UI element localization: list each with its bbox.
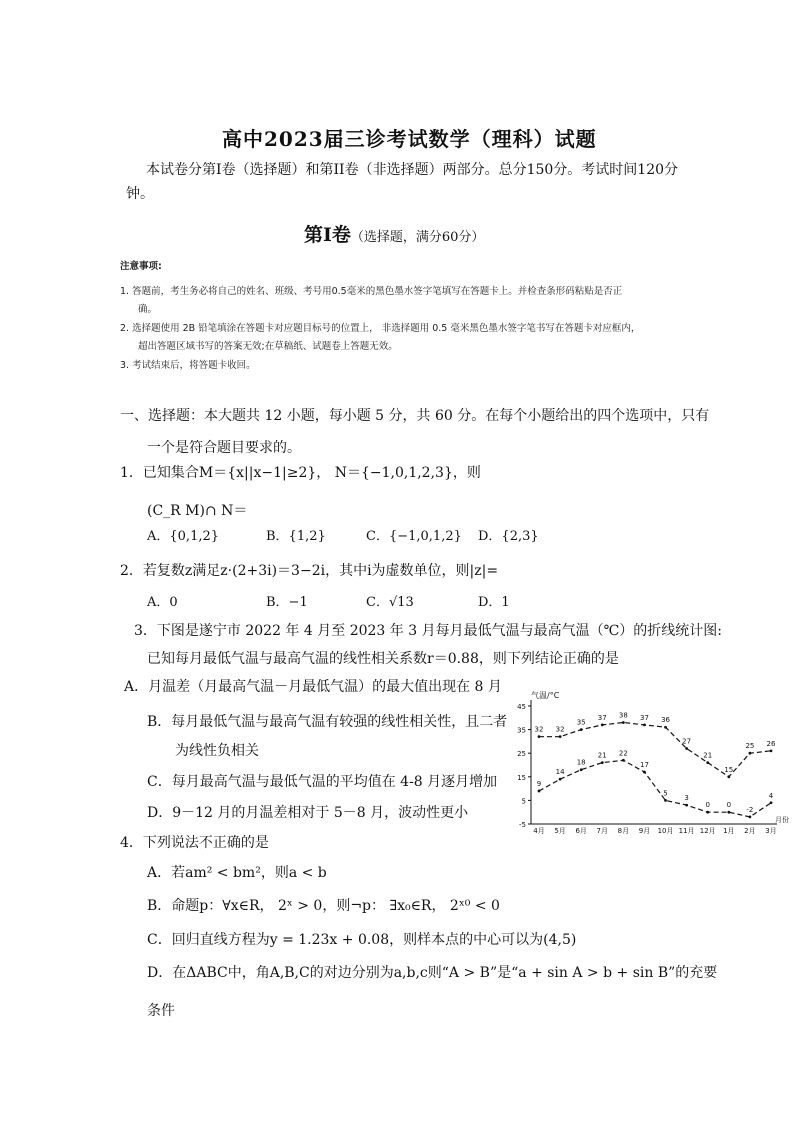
chart-point (706, 811, 709, 814)
note-line-5: 3. 考试结束后，将答题卡收回。 (120, 360, 256, 371)
chart-point (770, 801, 773, 804)
part-heading (304, 220, 484, 247)
q3-option-b: B．每月最低气温与最高气温有较强的线性相关性，且二者 (147, 714, 508, 730)
chart-x-tick-label: 5月 (554, 827, 566, 835)
chart-point (685, 804, 688, 807)
q4-stem: 4．下列说法不正确的是 (120, 835, 269, 851)
exam-title: 高中2023届三诊考试数学（理科）试题 (222, 127, 597, 151)
chart-y-tick-label: -5 (519, 821, 526, 829)
chart-data-label: 18 (576, 758, 586, 767)
q1-option-c: C．{−1,0,1,2} (366, 529, 462, 544)
q3-stem-line1: 3．下图是遂宁市 2022 年 4 月至 2023 年 3 月每月最低气温与最高气温（℃）的折线统计图: (134, 623, 722, 639)
chart-y-tick-label: 15 (517, 773, 526, 782)
chart-ticks (517, 703, 531, 829)
chart-ylabel: 气温/°C (531, 691, 560, 700)
note-line-4: 超出答题区域书写的答案无效;在草稿纸、试题卷上答题无效。 (138, 341, 398, 352)
temperature-chart (505, 686, 790, 838)
q2-stem: 2．若复数z满足z·(2+3i)＝3−2i，其中i为虚数单位，则|z|= (120, 563, 499, 579)
chart-point (601, 723, 604, 726)
chart-series-line-1 (539, 723, 771, 777)
chart-point (706, 761, 709, 764)
note-line-2: 确。 (138, 304, 158, 315)
exam-intro: 本试卷分第I卷（选择题）和第II卷（非选择题）两部分。总分150分。考试时间120分钟。 (126, 162, 679, 202)
chart-point (664, 726, 667, 729)
q3-option-b-cont: 为线性负相关 (175, 743, 259, 759)
chart-x-tick-label: 11月 (678, 827, 695, 835)
chart-data-label: 32 (555, 725, 565, 734)
q1-stem: 1．已知集合M＝{x||x−1|≥2}， N＝{−1,0,1,2,3}，则 (120, 465, 481, 481)
chart-axes (531, 700, 777, 824)
part-title: 第Ⅰ卷 (304, 224, 351, 246)
chart-category-labels (533, 827, 776, 835)
q3-option-c: C．每月最高气温与最低气温的平均值在 4-8 月逐月增加 (147, 774, 498, 790)
section1-line2: 一个是符合题目要求的。 (147, 440, 301, 456)
chart-data-label: 37 (597, 713, 607, 722)
chart-data-label: 37 (639, 713, 649, 722)
chart-data-label: 35 (576, 718, 586, 727)
q1-option-b: B．{1,2} (266, 529, 326, 544)
chart-point (559, 778, 562, 781)
chart-data-label: 15 (724, 765, 734, 774)
chart-x-tick-label: 9月 (638, 827, 651, 835)
q3-option-d: D．9－12 月的月温差相对于 5－8 月，波动性更小 (147, 805, 469, 821)
chart-y-tick-label: 25 (517, 750, 526, 759)
chart-point (643, 771, 646, 774)
chart-point (749, 816, 752, 819)
chart-data-label: 14 (555, 768, 565, 777)
q1-option-d: D．{2,3} (478, 529, 539, 544)
q4-option-c: C．回归直线方程为y = 1.23x + 0.08，则样本点的中心可以为(4,5) (147, 932, 577, 948)
chart-data-label: 0 (726, 801, 732, 810)
chart-point (770, 749, 773, 752)
chart-x-tick-label: 12月 (699, 827, 716, 835)
chart-point (559, 735, 562, 738)
q2-option-b: B．−1 (266, 595, 308, 610)
chart-data-label: 0 (705, 801, 710, 810)
q4-option-a: A．若am² < bm²，则a < b (147, 865, 327, 881)
chart-x-tick-label: 4月 (533, 827, 545, 835)
chart-data-label: 38 (618, 711, 628, 720)
chart-point (664, 799, 667, 802)
chart-x-tick-label: 8月 (617, 827, 630, 835)
chart-data-label: -2 (746, 805, 754, 814)
part-subtitle: （选择题，满分60分） (350, 230, 485, 245)
chart-data-label: 4 (768, 791, 774, 800)
chart-point (727, 811, 730, 814)
chart-x-tick-label: 7月 (596, 827, 609, 835)
chart-point (622, 759, 625, 762)
chart-data-labels (535, 712, 776, 814)
chart-x-tick-label: 2月 (744, 827, 756, 835)
chart-data-label: 9 (536, 779, 542, 788)
note-line-1: 1. 答题前，考生务必将自己的姓名、班级、考号用0.5毫米的黑色墨水签字笔填写在答题卡上。并检查条形码粘贴是否正 (120, 286, 623, 297)
chart-data-label: 22 (618, 749, 628, 758)
chart-point (580, 728, 583, 731)
section1-line1: 一、选择题：本大题共 12 小题，每小题 5 分，共 60 分。在每个小题给出的四个选项中，只有 (120, 408, 710, 424)
q2-option-d: D．1 (478, 595, 510, 610)
q1-expression: (C_R M)∩ N＝ (147, 503, 248, 519)
chart-data-label: 3 (684, 794, 689, 803)
chart-point (643, 723, 646, 726)
chart-point (749, 752, 752, 755)
q4-option-d-cont: 条件 (147, 1003, 175, 1019)
q1-option-a: A．{0,1,2} (147, 529, 220, 544)
note-line-3: 2. 选择题使用 2B 铅笔填涂在答题卡对应题目标号的位置上， 非选择题用 0.5 毫米黑色墨水签字笔书写在答题卡对应框内， (120, 323, 641, 334)
chart-data-label: 27 (682, 737, 692, 746)
chart-x-tick-label: 10月 (657, 827, 674, 835)
q3-option-a: A．月温差（月最高气温－月最低气温）的最大值出现在 8 月 (124, 679, 502, 695)
chart-lines (536, 723, 771, 817)
chart-data-label: 25 (745, 742, 755, 751)
chart-x-tick-label: 1月 (723, 827, 735, 835)
chart-data-label: 21 (597, 751, 607, 760)
chart-point (538, 735, 541, 738)
chart-data-label: 32 (534, 725, 544, 734)
chart-x-tick-label: 3月 (765, 827, 777, 835)
chart-xlabel: 月份 (775, 816, 789, 824)
chart-y-tick-label: 35 (517, 726, 526, 735)
chart-y-tick-label: 45 (517, 703, 526, 711)
chart-point (538, 790, 541, 793)
chart-data-label: 21 (703, 751, 713, 760)
chart-data-label: 36 (661, 716, 671, 725)
chart-point (622, 721, 625, 724)
chart-x-tick-label: 6月 (575, 827, 587, 835)
chart-data-label: 17 (639, 761, 649, 770)
chart-point (580, 768, 583, 771)
q3-stem-line2: 已知每月最低气温与最高气温的线性相关系数r＝0.88，则下列结论正确的是 (147, 651, 619, 667)
chart-data-label: 5 (663, 789, 668, 798)
chart-point (685, 747, 688, 750)
q2-option-a: A．0 (147, 595, 178, 610)
q4-option-b: B．命题p：∀x∈R， 2ˣ > 0，则¬p： ∃x₀∈R， 2ˣ⁰ < 0 (147, 898, 500, 914)
chart-point (601, 761, 604, 764)
chart-y-tick-label: 5 (521, 797, 526, 806)
q4-option-d: D．在ΔABC中，角A,B,C的对边分别为a,b,c则“A > B”是“a + sin A > b + sin B”的充要 (147, 965, 718, 981)
q2-option-c: C．√13 (366, 595, 414, 610)
chart-data-label: 26 (766, 739, 776, 748)
notes-title: 注意事项: (120, 261, 162, 272)
chart-point (727, 775, 730, 778)
